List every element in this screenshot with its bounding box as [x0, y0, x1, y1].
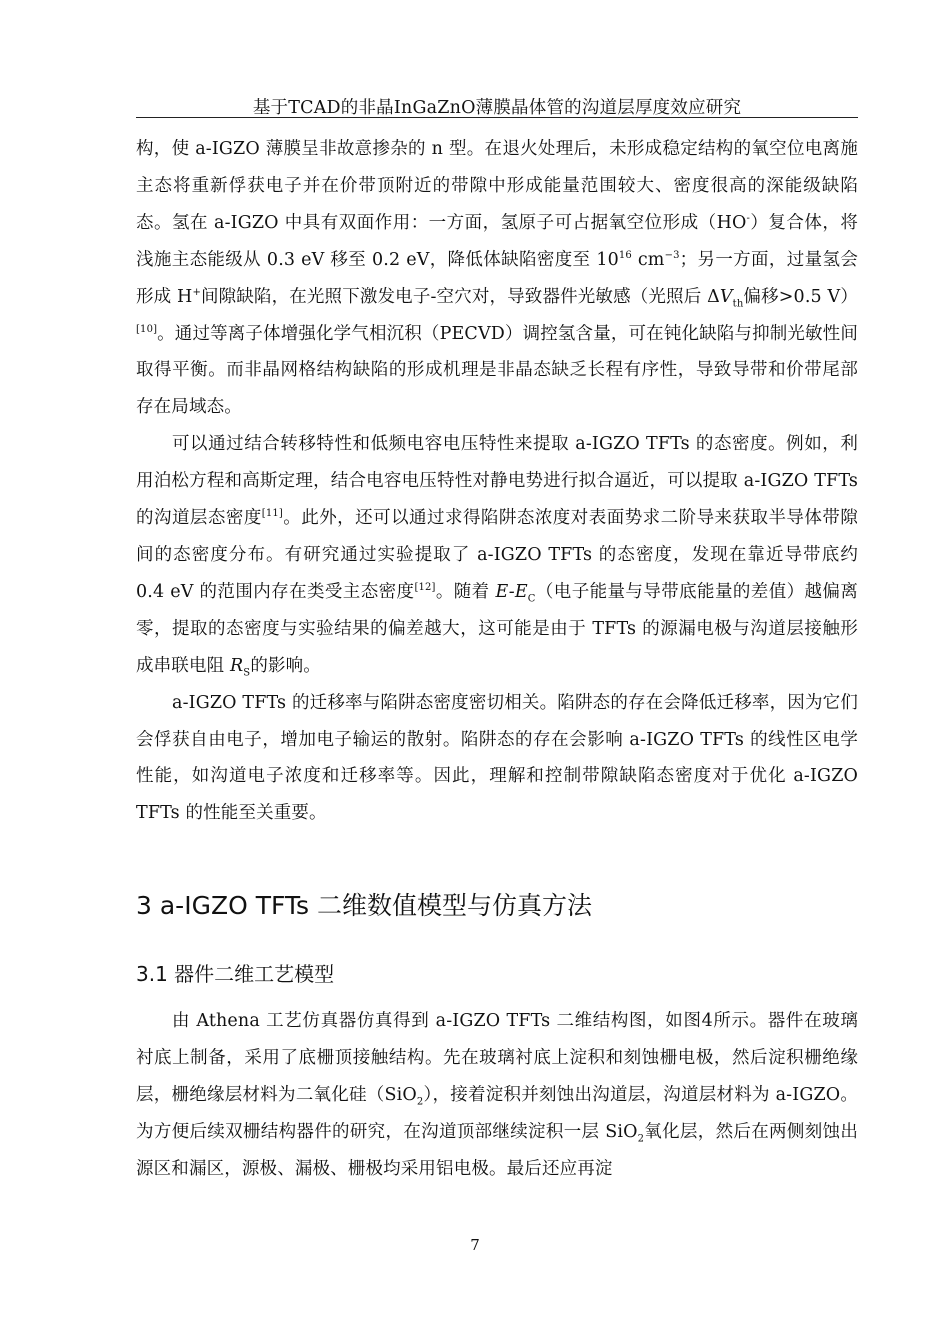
subsection-heading: 3.1 器件二维工艺模型 — [136, 962, 335, 986]
citation[interactable]: [10] — [136, 323, 158, 335]
paragraph-2 — [136, 426, 858, 684]
text-run: ），接着淀积并刻蚀出沟道层，沟道层材料为 a-IGZO。为方便后续双栅结构器件的研究，在沟道顶部继续淀积一层 SiO — [136, 1084, 858, 1142]
header-divider — [136, 117, 858, 118]
text-run: 由 Athena 工艺仿真器仿真得到 a-IGZO TFTs 二维结构图，如图4所示。器件在玻璃衬底上制备，采用了底栅顶接触结构。先在玻璃衬底上淀积和刻蚀栅电极，然后淀积栅绝缘层，栅绝缘层材料为二氧化硅（SiO — [136, 1011, 858, 1105]
body-text — [136, 131, 858, 832]
paragraph-4 — [136, 1003, 858, 1188]
text-run: ；另一方面，过量氢会形成 H — [136, 249, 858, 307]
text-run: 氧化层，然后在两侧刻蚀出源区和漏区，源极、漏极、栅极均采用铝电极。最后还应再淀 — [136, 1121, 858, 1179]
section-body — [136, 1003, 858, 1188]
citation[interactable]: [12] — [414, 582, 436, 594]
page-number: 7 — [470, 1236, 480, 1254]
text-run: 。随着 — [435, 581, 496, 602]
text-run: 的影响。 — [250, 655, 321, 676]
citation[interactable]: [11] — [261, 508, 283, 520]
subscript: C — [527, 593, 536, 605]
subscript: 2 — [637, 1133, 645, 1145]
subscript: th — [732, 298, 744, 310]
text-run: ）复合体，将浅施主态能级从 0.3 eV 移至 0.2 eV，降低体缺陷密度至 10 — [136, 212, 858, 270]
subscript: 2 — [416, 1096, 424, 1108]
running-header: 基于TCAD的非晶InGaZnO薄膜晶体管的沟道层厚度效应研究 — [252, 98, 742, 118]
text-run: 。通过等离子体增强化学气相沉积（PECVD）调控氢含量，可在钝化缺陷与抑制光敏性间取得平衡。而非晶网格结构缺陷的形成机理是非晶态缺乏长程有序性，导致导带和价带尾部存在局域态。 — [136, 323, 858, 418]
text-run: 。此外，还可以通过求得陷阱态浓度对表面势求二阶导来获取半导体带隙间的态密度分布。有研究通过实验提取了 a-IGZO TFTs 的态密度，发现在靠近导带底约 0.4 eV 的范围内存在类受主态密度 — [136, 508, 858, 602]
text-run: 偏移>0.5 V） — [743, 286, 858, 307]
text-run: （电子能量与导带底能量的差值）越偏离零，提取的态密度与实验结果的偏差越大，这可能是由于 TFTs 的源漏电极与沟道层接触形成串联电阻 — [136, 581, 858, 676]
superscript: −3 — [664, 249, 680, 261]
section-heading: 3 a-IGZO TFTs 二维数值模型与仿真方法 — [136, 891, 593, 920]
text-run: 间隙缺陷，在光照下激发电子-空穴对，导致器件光敏感（光照后 Δ — [200, 286, 720, 307]
paragraph-1 — [136, 131, 858, 426]
paragraph-3: a-IGZO TFTs 的迁移率与陷阱态密度密切相关。陷阱态的存在会降低迁移率，因为它们会俘获自由电子，增加电子输运的散射。陷阱态的存在会影响 a-IGZO TFTs 的线性区电学性能，如沟道电子浓度和迁移率等。因此，理解和控制带隙缺陷态密度对于优化 a-IGZO TFTs 的性能至关重要。 — [136, 692, 858, 824]
text-run: cm — [631, 249, 665, 270]
text-run: 可以通过结合转移特性和低频电容电压特性来提取 a-IGZO TFTs 的态密度。例如，利用泊松方程和高斯定理，结合电容电压特性对静电势进行拟合逼近，可以提取 a-IGZO TFTs 的沟道层态密度 — [136, 434, 858, 529]
subscript: S — [243, 667, 251, 679]
math-variable: V — [719, 286, 733, 307]
superscript: - — [746, 212, 751, 224]
text-run: 构，使 a-IGZO 薄膜呈非故意掺杂的 n 型。在退火处理后，未形成稳定结构的氧空位电离施主态将重新俘获电子并在价带顶附近的带隙中形成能量范围较大、密度很高的深能级缺陷态。氢在 a-IGZO 中具有双面作用：一方面，氢原子可占据氧空位形成（HO — [136, 139, 858, 233]
math-variable: E-E — [495, 581, 528, 602]
math-variable: R — [229, 655, 244, 676]
superscript: 16 — [618, 249, 632, 261]
superscript: + — [192, 286, 201, 298]
